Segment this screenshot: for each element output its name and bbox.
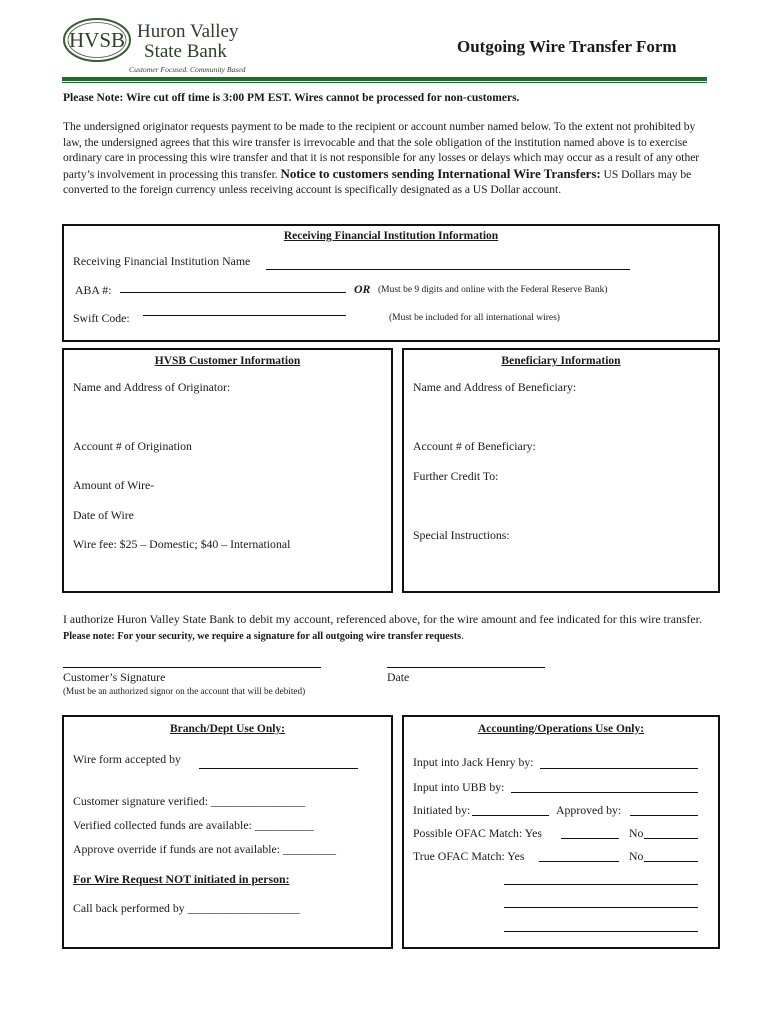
wire-date-label: Date of Wire	[73, 508, 134, 522]
beneficiary-account-label: Account # of Beneficiary:	[413, 439, 536, 453]
terms-text: The undersigned originator requests payment to be made to the recipient or account number named below. To the extent not prohibited by law, the undersigned agrees that this wire transfer is irrevocable and that the sole obligation of the institution named above is to exercise ordinary care in processing this wire transfer and that it is not responsible for any losses or delays which may occur as a result of any other party’s involvement in processing this transfer.	[63, 120, 700, 181]
true-ofac-yes-field[interactable]	[539, 861, 619, 862]
authorization-statement: I authorize Huron Valley State Bank to debit my account, referenced above, for the wire amount and fee indicated for this wire transfer.	[63, 612, 702, 626]
logo-monogram: HVSB	[68, 28, 126, 52]
form-accepted-label: Wire form accepted by	[73, 752, 181, 766]
international-notice: Notice to customers sending International Wire Transfers:	[280, 165, 601, 181]
signature-verified-label: Customer signature verified: ________________	[73, 794, 306, 808]
true-ofac-no-label: No	[629, 849, 644, 863]
signature-note: (Must be an authorized signor on the account that will be debited)	[63, 686, 306, 696]
jack-henry-label: Input into Jack Henry by:	[413, 755, 534, 769]
origination-account-label: Account # of Origination	[73, 439, 192, 453]
initiated-by-field[interactable]	[472, 815, 549, 816]
authorization-text	[63, 611, 713, 645]
authorization-period: .	[461, 628, 465, 642]
logo-graphic	[62, 16, 252, 78]
jack-henry-field[interactable]	[540, 768, 698, 769]
institution-name-field[interactable]	[266, 269, 630, 270]
possible-ofac-no-label: No	[629, 826, 644, 840]
accounting-heading: Accounting/Operations Use Only:	[477, 723, 645, 735]
possible-ofac-label: Possible OFAC Match: Yes	[413, 826, 542, 840]
ubb-field[interactable]	[511, 792, 698, 793]
initiated-by-label: Initiated by:	[413, 803, 471, 817]
swift-field[interactable]	[143, 315, 346, 316]
aba-label: ABA #:	[75, 283, 112, 297]
customer-signature-label: Customer’s Signature	[63, 670, 166, 684]
header-rule-thin	[62, 82, 707, 83]
originator-label: Name and Address of Originator:	[73, 380, 231, 394]
possible-ofac-no-field[interactable]	[644, 838, 698, 839]
wire-fee-label: Wire fee: $25 – Domestic; $40 – International	[73, 537, 291, 551]
logo-name-line2: State Bank	[144, 41, 227, 62]
terms-paragraph	[63, 119, 713, 198]
override-label: Approve override if funds are not available: _________	[73, 842, 337, 856]
not-in-person-heading: For Wire Request NOT initiated in person:	[73, 872, 290, 886]
approved-by-field[interactable]	[630, 815, 698, 816]
further-credit-label: Further Credit To:	[413, 469, 499, 483]
approved-by-label: Approved by:	[556, 803, 622, 817]
swift-note: (Must be included for all international wires)	[389, 313, 560, 323]
cutoff-note: Please Note: Wire cut off time is 3:00 PM EST. Wires cannot be processed for non-customers.	[63, 92, 520, 104]
receiving-heading: Receiving Financial Institution Information	[283, 230, 499, 242]
blank-line-2[interactable]	[504, 907, 698, 908]
header-rule	[62, 77, 707, 81]
swift-label: Swift Code:	[73, 311, 130, 325]
customer-signature-field[interactable]	[63, 667, 321, 668]
special-instructions-label: Special Instructions:	[413, 528, 510, 542]
ubb-label: Input into UBB by:	[413, 780, 505, 794]
or-label: OR	[354, 282, 371, 296]
funds-available-label: Verified collected funds are available: __________	[73, 818, 314, 832]
beneficiary-name-label: Name and Address of Beneficiary:	[413, 380, 577, 394]
form-title: Outgoing Wire Transfer Form	[457, 37, 677, 56]
signature-date-label: Date	[387, 670, 410, 684]
aba-field[interactable]	[120, 292, 346, 293]
signature-date-field[interactable]	[387, 667, 545, 668]
form-accepted-field[interactable]	[199, 768, 358, 769]
true-ofac-label: True OFAC Match: Yes	[413, 849, 525, 863]
institution-name-label: Receiving Financial Institution Name	[73, 254, 251, 268]
blank-line-3[interactable]	[504, 931, 698, 932]
bank-logo	[62, 16, 252, 78]
logo-name-line1: Huron Valley	[137, 21, 239, 42]
branch-heading: Branch/Dept Use Only:	[170, 723, 285, 735]
blank-line-1[interactable]	[504, 884, 698, 885]
signature-required-note: Please note: For your security, we require a signature for all outgoing wire transfer requests	[63, 631, 462, 642]
true-ofac-no-field[interactable]	[644, 861, 698, 862]
terms-text-end: US Dollars may be converted to the foreign currency unless receiving account is specifically designated as a US Dollar account.	[63, 167, 692, 197]
possible-ofac-yes-field[interactable]	[561, 838, 619, 839]
logo-tagline: Customer Focused. Community Based	[129, 65, 246, 74]
callback-label: Call back performed by ___________________	[73, 901, 300, 915]
beneficiary-heading: Beneficiary Information	[501, 355, 621, 367]
customer-heading: HVSB Customer Information	[154, 355, 301, 367]
wire-amount-label: Amount of Wire-	[73, 478, 155, 492]
aba-note: (Must be 9 digits and online with the Federal Reserve Bank)	[378, 285, 608, 295]
